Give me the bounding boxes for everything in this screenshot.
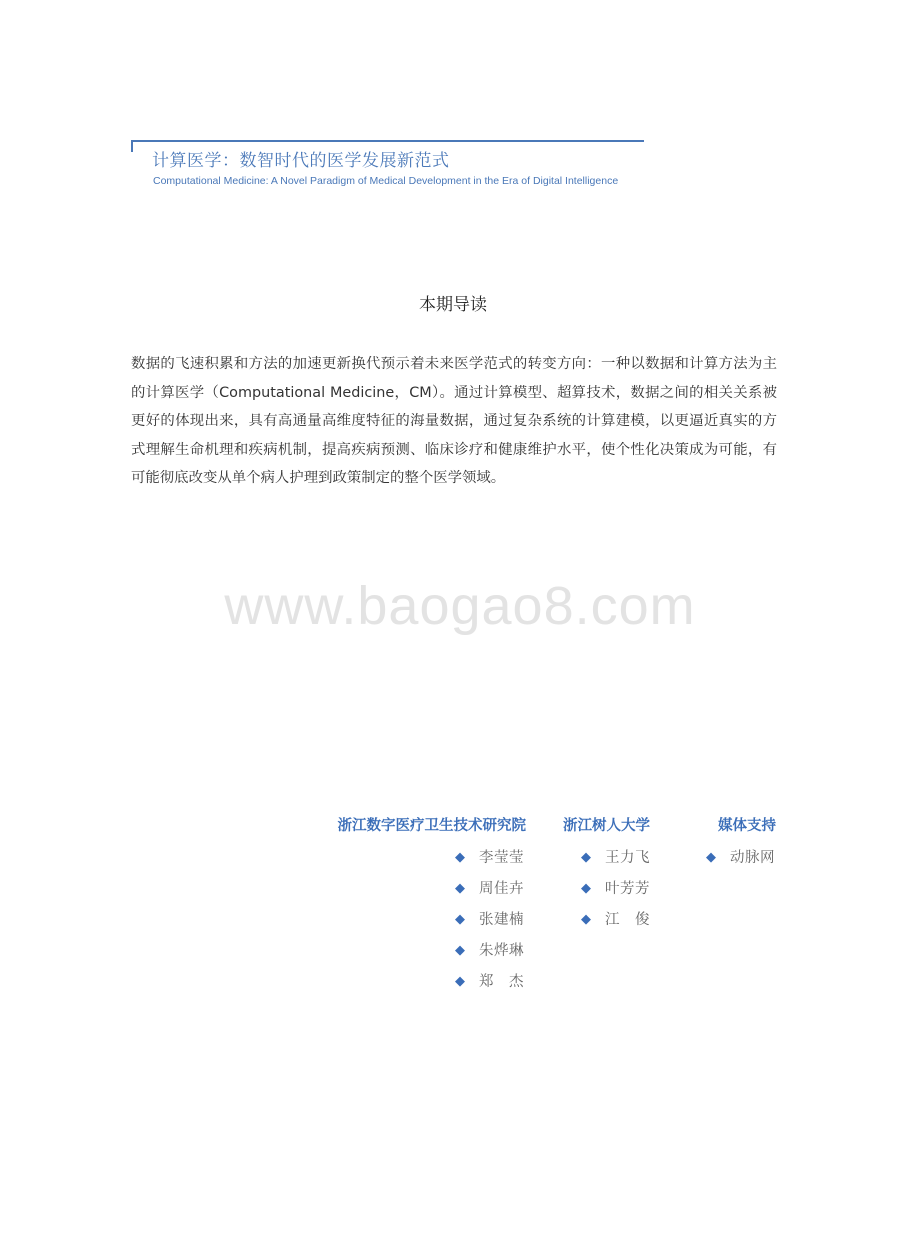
- member-name: 张建楠: [479, 912, 524, 928]
- diamond-icon: ◆: [455, 943, 465, 958]
- diamond-icon: ◆: [581, 881, 591, 896]
- report-subtitle-english: Computational Medicine: A Novel Paradigm of Medical Development in the Era of Digital Intelligence: [153, 175, 619, 187]
- member-item: [581, 910, 650, 941]
- member-list: [455, 848, 526, 1003]
- member-name: 江 俊: [605, 912, 650, 928]
- member-item: [455, 848, 526, 879]
- contributor-group: [322, 814, 526, 1003]
- group-org-name: 浙江树人大学: [563, 818, 650, 834]
- member-name: 叶芳芳: [605, 881, 650, 897]
- member-item: [581, 848, 650, 879]
- group-org-name: 媒体支持: [718, 818, 776, 834]
- contributor-group: [706, 814, 776, 879]
- member-name: 李莹莹: [479, 850, 524, 866]
- watermark: www.baogao8.com: [224, 576, 696, 636]
- section-heading: 本期导读: [419, 295, 487, 315]
- diamond-icon: ◆: [706, 850, 716, 865]
- member-item: [455, 941, 526, 972]
- diamond-icon: ◆: [455, 850, 465, 865]
- member-item: [581, 879, 650, 910]
- report-title: 计算医学：数智时代的医学发展新范式: [152, 151, 450, 171]
- member-name: 王力飞: [605, 850, 650, 866]
- member-name: 朱烨琳: [479, 943, 524, 959]
- header-corner-mark: [131, 140, 133, 152]
- member-name: 郑 杰: [479, 974, 524, 990]
- member-list: [581, 848, 650, 941]
- diamond-icon: ◆: [455, 974, 465, 989]
- diamond-icon: ◆: [581, 912, 591, 927]
- member-item: [455, 972, 526, 1003]
- diamond-icon: ◆: [455, 912, 465, 927]
- member-list: [706, 848, 776, 879]
- member-name: 动脉网: [730, 850, 775, 866]
- diamond-icon: ◆: [581, 850, 591, 865]
- group-org-name: 浙江数字医疗卫生技术研究院: [337, 818, 526, 834]
- member-name: 周佳卉: [479, 881, 524, 897]
- contributor-group: [556, 814, 650, 941]
- member-item: [455, 879, 526, 910]
- member-item: [706, 848, 776, 879]
- header-rule: [131, 140, 644, 142]
- diamond-icon: ◆: [455, 881, 465, 896]
- member-item: [455, 910, 526, 941]
- intro-paragraph: 数据的飞速积累和方法的加速更新换代预示着未来医学范式的转变方向：一种以数据和计算方法为主的计算医学（Computational Medicine，CM）。通过计算模型、超算技术，数据之间的相关关系被更好的体现出来，具有高通量高维度特征的海量数据，通过复杂系统的计算建模，以更逼近真实的方式理解生命机理和疾病机制，提高疾病预测、临床诊疗和健康维护水平，使个性化决策成为可能，有可能彻底改变从单个病人护理到政策制定的整个医学领域。: [131, 356, 777, 486]
